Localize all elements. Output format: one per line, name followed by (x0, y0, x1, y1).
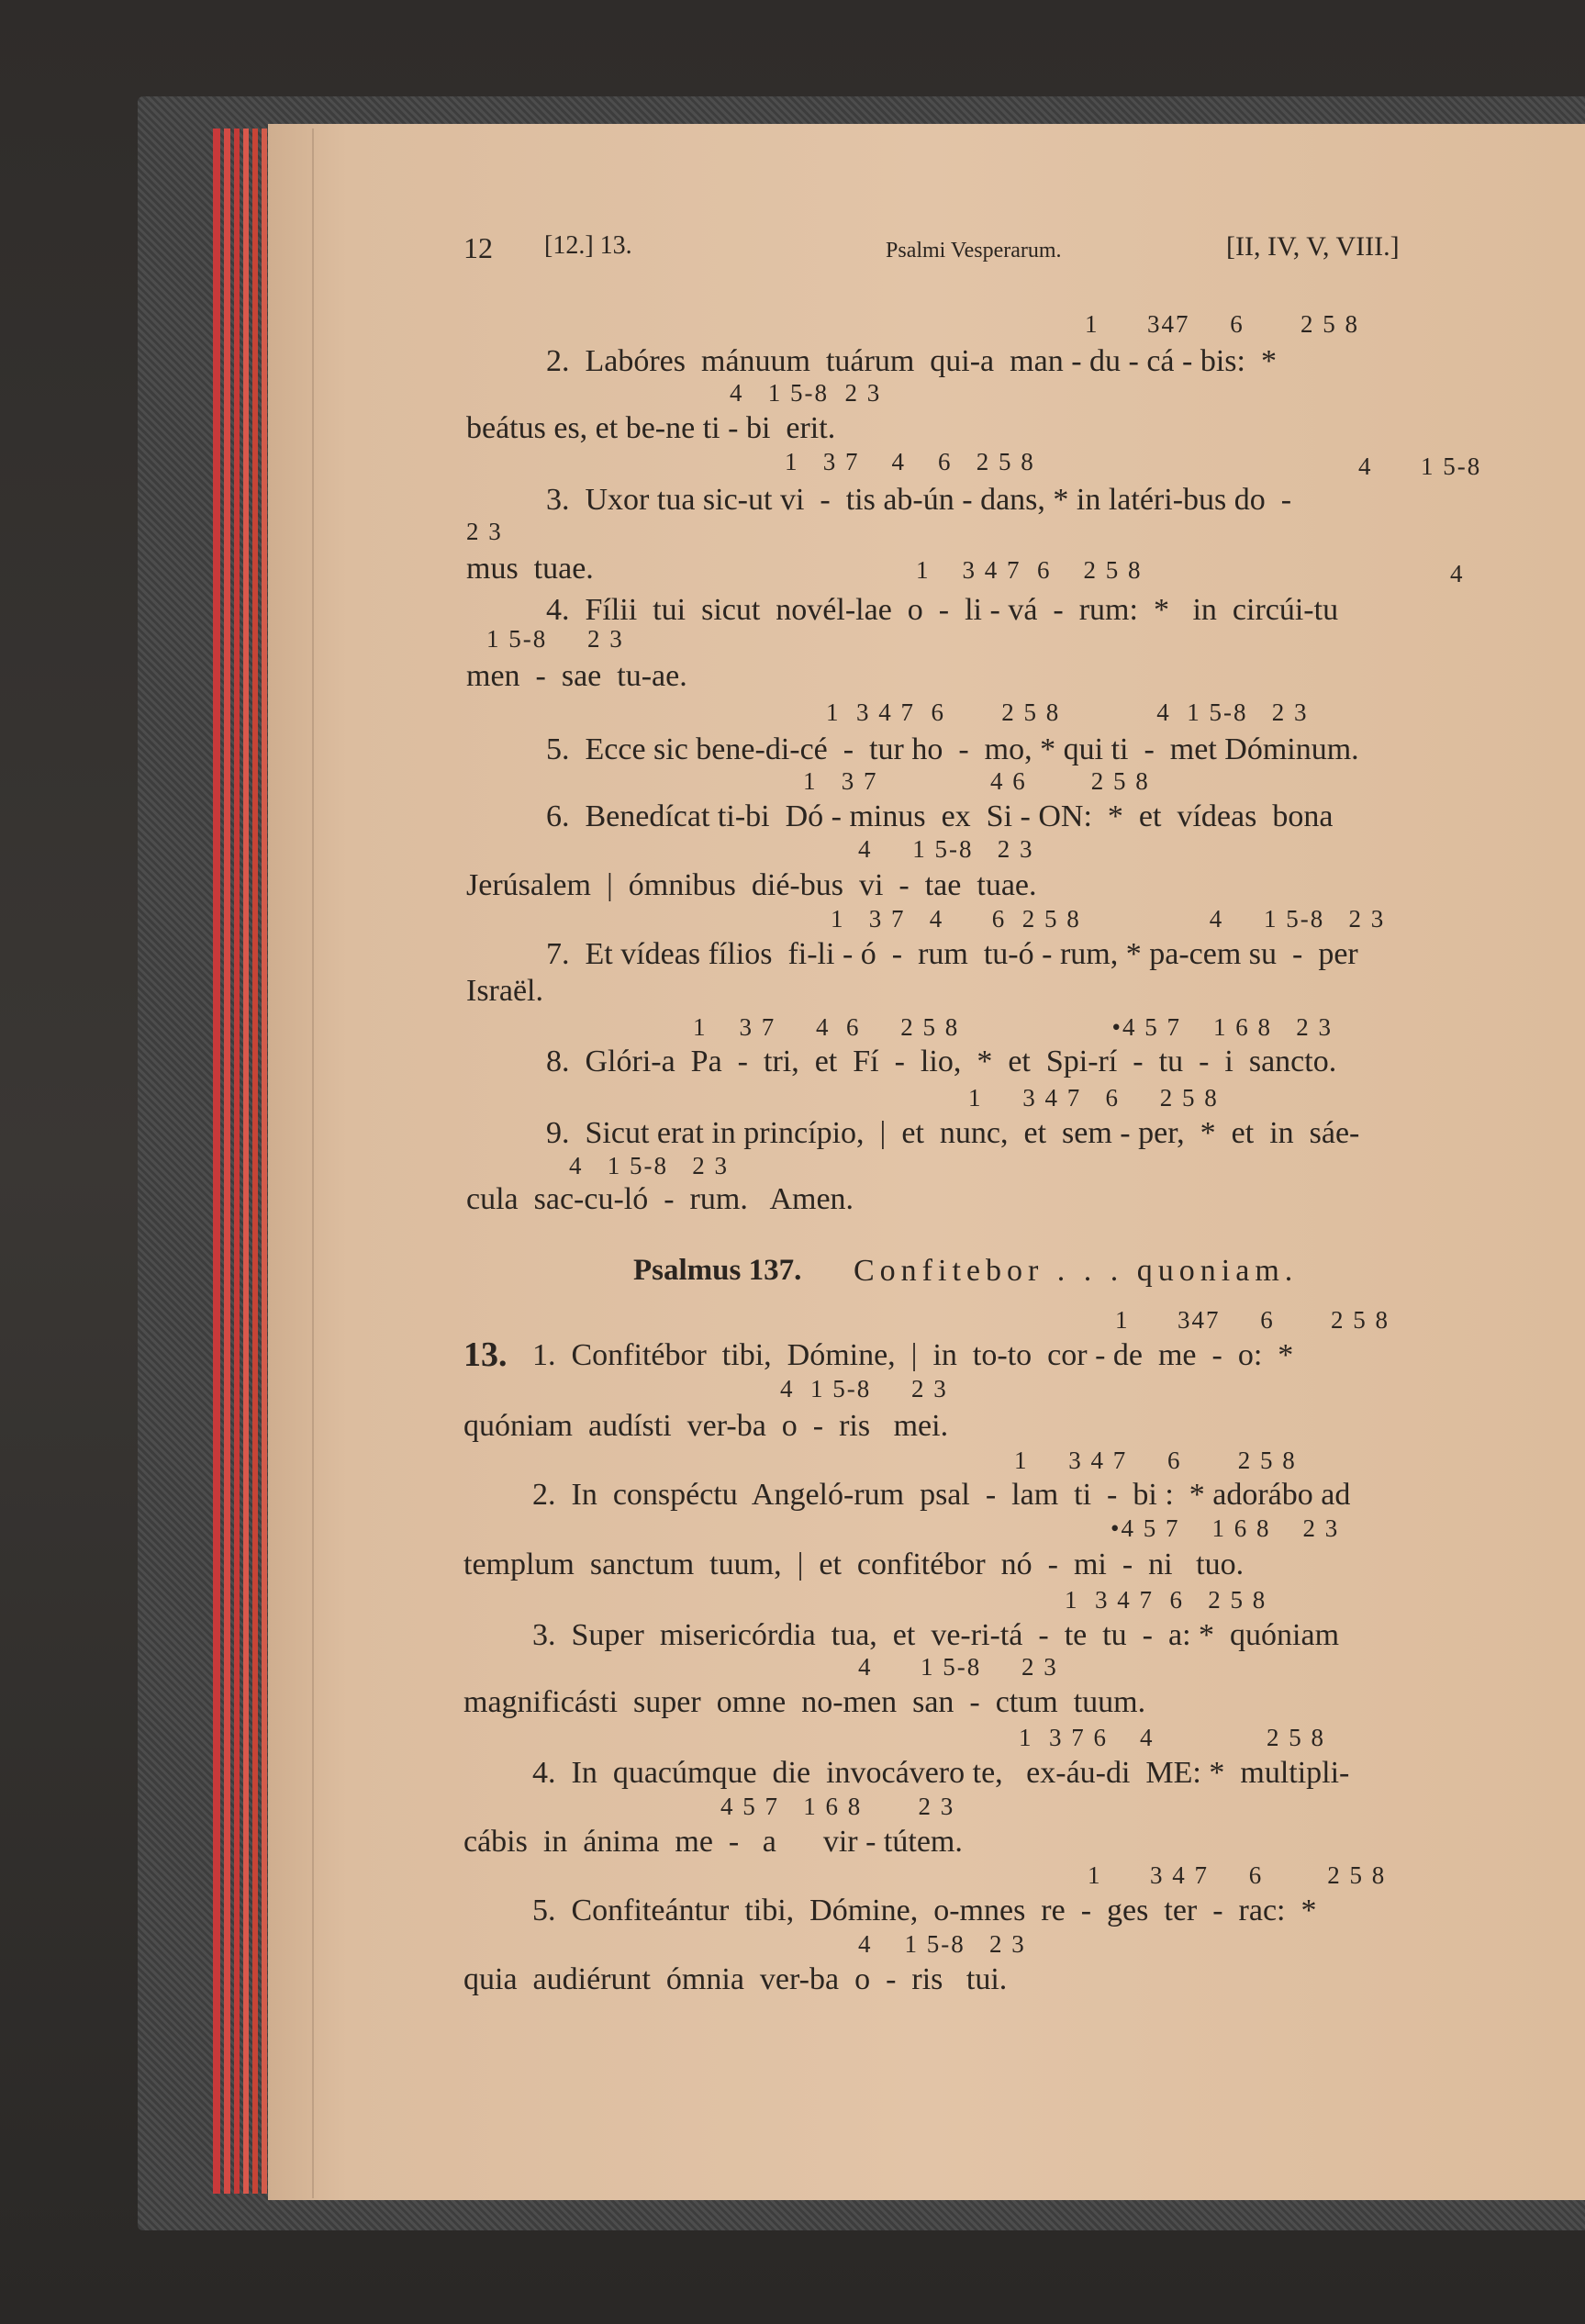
chant-numbers: 1 347 6 2 5 8 (1115, 1306, 1390, 1334)
verse-line: 3. Uxor tua sic-ut vi - tis ab-ún - dans, * in latéri-bus do - (546, 483, 1292, 517)
verse-line: 4. In quacúmque die invocávero te, ex-áu-di ME: * multipli- (532, 1756, 1350, 1790)
psalm-incipit: Confitebor . . . quoniam. (854, 1254, 1299, 1288)
verse-line: 1. Confitébor tibi, Dómine, | in to-to cor - de me - o: * (532, 1338, 1294, 1372)
chant-numbers: 4 1 5-8 (1358, 453, 1482, 480)
psalm-modes: [II, IV, V, VIII.] (1226, 231, 1400, 262)
verse-line: cula sac-cu-ló - rum. Amen. (466, 1182, 854, 1216)
verse-line: Jerúsalem | ómnibus dié-bus vi - tae tuae. (466, 868, 1037, 902)
verse-line: beátus es, et be-ne ti - bi erit. (466, 411, 836, 445)
verse-line: 2. In conspéctu Angeló-rum psal - lam ti - bi : * adorábo ad (532, 1478, 1351, 1512)
chant-numbers: 1 3 7 4 6 2 5 8 (803, 767, 1150, 795)
chant-numbers: 1 3 7 4 6 2 5 8 4 1 5-8 2 3 (831, 905, 1386, 933)
chant-numbers: 4 1 5-8 2 3 (858, 1653, 1058, 1681)
running-title: Psalmi Vesperarum. (886, 239, 1062, 263)
chant-numbers: 1 3 4 7 6 2 5 8 (968, 1084, 1219, 1112)
verse-line: quóniam audísti ver-ba o - ris mei. (463, 1409, 949, 1443)
verse-line: 4. Fílii tui sicut novél-lae o - li - vá - rum: * in circúi-tu (546, 593, 1339, 627)
verse-line: magnificásti super omne no-men san - ctum tuum. (463, 1685, 1146, 1719)
chant-numbers: 1 3 7 4 6 2 5 8 •4 5 7 1 6 8 2 3 (693, 1013, 1333, 1041)
verse-line: 8. Glóri-a Pa - tri, et Fí - lio, * et Spi-rí - tu - i sancto. (546, 1045, 1337, 1078)
chant-numbers: 1 3 4 7 6 2 5 8 (916, 556, 1143, 584)
chant-numbers: 1 3 4 7 6 2 5 8 (1088, 1861, 1387, 1889)
verse-line: 9. Sicut erat in princípio, | et nunc, et sem - per, * et in sáe- (546, 1116, 1360, 1150)
chant-numbers: 4 1 5-8 2 3 (730, 379, 882, 407)
chant-numbers: 4 5 7 1 6 8 2 3 (720, 1793, 955, 1820)
chant-numbers: 1 3 7 6 4 2 5 8 (1019, 1724, 1325, 1751)
page-number: 12 (463, 231, 493, 264)
verse-line: 5. Confiteántur tibi, Dómine, o-mnes re - ges ter - rac: * (532, 1894, 1317, 1927)
chant-numbers: 1 347 6 2 5 8 (1085, 310, 1359, 338)
verse-line: 7. Et vídeas fílios fi-li - ó - rum tu-ó - rum, * pa-cem su - per (546, 937, 1358, 971)
verse-line: cábis in ánima me - a vir - tútem. (463, 1825, 963, 1859)
chant-numbers: 4 1 5-8 2 3 (858, 835, 1034, 863)
section-number: 13. (463, 1335, 508, 1374)
verse-line: 3. Super misericórdia tua, et ve-ri-tá - te tu - a: * quóniam (532, 1618, 1340, 1652)
verse-line: men - sae tu-ae. (466, 659, 687, 693)
chant-numbers: 4 1 5-8 2 3 (780, 1375, 948, 1402)
verse-line: mus tuae. (466, 552, 594, 586)
verse-line: templum sanctum tuum, | et confitébor nó - mi - ni tuo. (463, 1547, 1245, 1581)
verse-line: quia audiérunt ómnia ver-ba o - ris tui. (463, 1962, 1008, 1996)
chant-numbers: 1 3 4 7 6 2 5 8 4 1 5-8 2 3 (826, 698, 1309, 726)
verse-line: 6. Benedícat ti-bi Dó - minus ex Si - ON: * et vídeas bona (546, 799, 1334, 833)
verse-line: 2. Labóres mánuum tuárum qui-a man - du - cá - bis: * (546, 344, 1277, 378)
chant-numbers: 4 1 5-8 2 3 (858, 1930, 1026, 1958)
section-reference: [12.] 13. (544, 231, 632, 260)
chant-numbers: 1 3 4 7 6 2 5 8 (1065, 1586, 1267, 1614)
chant-numbers: •4 5 7 1 6 8 2 3 (1111, 1514, 1340, 1542)
verse-line: Israël. (466, 974, 544, 1008)
chant-numbers: 2 3 (466, 518, 503, 545)
chant-numbers: 4 (1450, 560, 1465, 587)
psalm-title: Psalmus 137. (633, 1254, 802, 1287)
chant-numbers: 1 5-8 2 3 (486, 625, 624, 653)
chant-numbers: 1 3 7 4 6 2 5 8 (785, 448, 1035, 475)
chant-numbers: 1 3 4 7 6 2 5 8 (1014, 1447, 1297, 1474)
verse-line: 5. Ecce sic bene-di-cé - tur ho - mo, * qui ti - met Dóminum. (546, 732, 1359, 766)
chant-numbers: 4 1 5-8 2 3 (569, 1152, 729, 1179)
